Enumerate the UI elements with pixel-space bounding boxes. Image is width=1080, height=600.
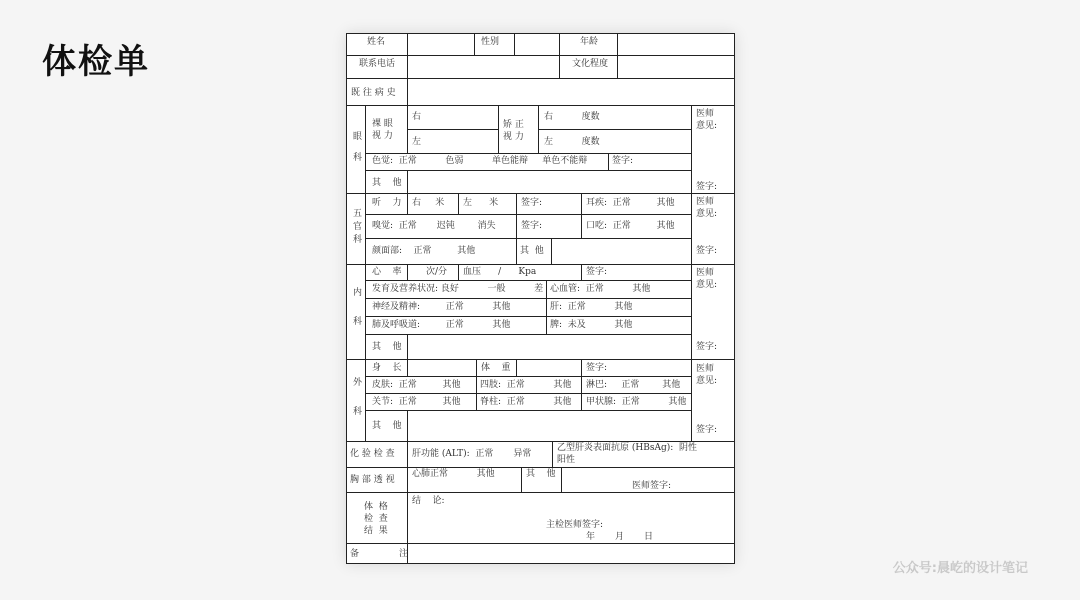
- cardio-label: 心血管: 正常 其他: [550, 284, 651, 294]
- height-label: 身 长: [372, 363, 402, 373]
- hbsag-line1: 乙型肝炎表面抗原 (HBsAg): 阴性: [557, 443, 697, 453]
- remark-label: 备 注: [350, 549, 409, 559]
- nerve-label: 神经及精神: 正常 其他: [372, 302, 511, 312]
- chest-other-label: 其 他: [526, 469, 556, 479]
- internal-doctor-sign-label: 签字:: [696, 342, 718, 352]
- form-grid: [346, 33, 735, 564]
- ent-doctor-sign-label: 签字:: [696, 246, 718, 256]
- development-label: 发育及营养状况: 良好 一般 差: [372, 284, 544, 294]
- ent-sign1-label: 签字:: [521, 198, 543, 208]
- surgery-section-label: 外科: [351, 377, 361, 435]
- eye-section-label: 眼科: [351, 131, 361, 173]
- spine-label: 脊柱: 正常 其他: [480, 397, 572, 407]
- name-label: 姓名: [367, 37, 386, 47]
- page-title: 体检单: [42, 42, 150, 82]
- eye-sign-label: 签字:: [612, 156, 634, 166]
- history-label: 既 往 病 史: [351, 88, 396, 98]
- spleen-label: 脾: 未及 其他: [550, 320, 633, 330]
- eye-doctor-sign-label: 签字:: [696, 182, 718, 192]
- phone-field[interactable]: [408, 56, 559, 78]
- joint-label: 关节: 正常 其他: [372, 397, 461, 407]
- lung-label: 肺及呼吸道: 正常 其他: [372, 320, 511, 330]
- surgery-other-field[interactable]: [408, 411, 691, 441]
- liver-label: 肝: 正常 其他: [550, 302, 633, 312]
- hearing-right-label: 右 米: [412, 198, 445, 208]
- internal-section-label: 内科: [351, 287, 361, 345]
- alt-label: 肝功能 (ALT): 正常 异常: [412, 449, 532, 459]
- thyroid-label: 甲状腺: 正常 其他: [586, 397, 687, 407]
- gender-field[interactable]: [515, 34, 559, 55]
- age-field[interactable]: [618, 34, 734, 55]
- smell-label: 嗅觉: 正常 迟钝 消失: [372, 221, 496, 231]
- color-sense-label: 色觉: 正常 色弱 单色能辩 单色不能辩: [372, 156, 588, 166]
- ent-sign2-label: 签字:: [521, 221, 543, 231]
- mouth-label: 口吃: 正常 其他: [586, 221, 675, 231]
- chief-sign-label: 主检医师签字:: [546, 520, 604, 530]
- ear-label: 耳疾: 正常 其他: [586, 198, 675, 208]
- eye-right-label: 右: [412, 112, 422, 122]
- ent-section-label: 五官科: [351, 208, 361, 247]
- education-label: 文化程度: [572, 59, 609, 69]
- corrected-vision-label: 矫 正 视 力: [503, 120, 524, 142]
- ent-other-label: 其 他: [520, 246, 544, 256]
- right-degree-label: 右 度数: [544, 112, 600, 122]
- naked-vision-label: 裸 眼 视 力: [372, 119, 393, 141]
- age-label: 年龄: [580, 37, 599, 47]
- surgery-sign-label: 签字:: [586, 363, 608, 373]
- date-label: 年 月 日: [586, 532, 654, 542]
- skin-label: 皮肤: 正常 其他: [372, 380, 461, 390]
- conclusion-label: 结 论:: [412, 496, 445, 506]
- internal-other-label: 其 他: [372, 342, 402, 352]
- chest-lung-label: 心肺正常 其他: [412, 469, 495, 479]
- eye-other-field[interactable]: [408, 171, 691, 193]
- face-label: 颜面部: 正常 其他: [372, 246, 476, 256]
- surgery-other-label: 其 他: [372, 421, 402, 431]
- gender-label: 性别: [481, 37, 500, 47]
- hearing-label: 听 力: [372, 198, 402, 208]
- remark-field[interactable]: [408, 544, 734, 563]
- eye-left-label: 左: [412, 137, 422, 147]
- name-field[interactable]: [408, 34, 474, 55]
- lab-label: 化 验 检 查: [350, 449, 395, 459]
- bpm-label: 次/分: [426, 267, 448, 277]
- result-label: 体 格 检 查 结 果: [364, 502, 388, 536]
- history-field[interactable]: [408, 79, 734, 105]
- watermark: 公众号:晨屹的设计笔记: [892, 561, 1028, 576]
- ent-doctor-opinion-label: 医师 意见:: [696, 197, 718, 219]
- left-degree-label: 左 度数: [544, 137, 600, 147]
- heart-rate-label: 心 率: [372, 267, 402, 277]
- hearing-left-label: 左 米: [463, 198, 499, 208]
- internal-doctor-opinion-label: 医师 意见:: [696, 268, 718, 290]
- eye-other-label: 其 他: [372, 178, 402, 188]
- eye-doctor-opinion-label: 医师 意见:: [696, 109, 718, 131]
- medical-exam-form: [346, 33, 735, 564]
- education-field[interactable]: [618, 56, 734, 78]
- internal-sign-label: 签字:: [586, 267, 608, 277]
- surgery-doctor-sign-label: 签字:: [696, 425, 718, 435]
- lymph-label: 淋巴: 正常 其他: [586, 380, 681, 390]
- ent-other-field[interactable]: [552, 239, 691, 264]
- hbsag-line2: 阳性: [557, 455, 576, 465]
- blood-pressure-label: 血压 / Kpa: [463, 267, 537, 277]
- weight-label: 体 重: [481, 363, 511, 373]
- phone-label: 联系电话: [359, 59, 396, 69]
- chest-doctor-sign-label: 医师签字:: [632, 481, 672, 491]
- internal-other-field[interactable]: [408, 335, 691, 359]
- limbs-label: 四肢: 正常 其他: [480, 380, 572, 390]
- surgery-doctor-opinion-label: 医师 意见:: [696, 364, 718, 386]
- chest-label: 胸 部 透 视: [350, 475, 395, 485]
